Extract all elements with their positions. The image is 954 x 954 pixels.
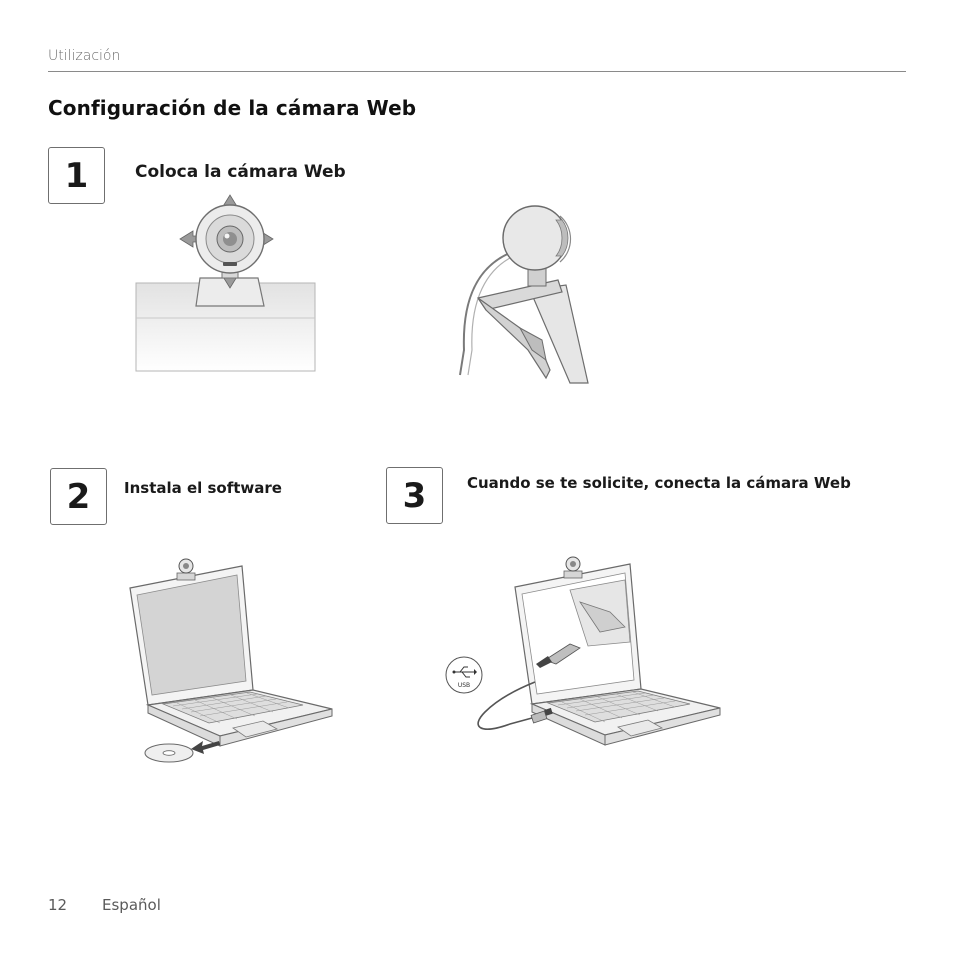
- step-2-text: Instala el software: [124, 479, 282, 497]
- section-label: Utilización: [48, 48, 121, 64]
- page-title: Configuración de la cámara Web: [48, 96, 417, 120]
- webcam-stand-illustration: [450, 200, 610, 390]
- step-1-text: Coloca la cámara Web: [135, 162, 346, 182]
- header-rule: [48, 71, 906, 72]
- step-3-number: 3: [386, 467, 443, 524]
- usb-label: USB: [457, 682, 471, 689]
- page-language: Español: [102, 896, 161, 914]
- step-3-text: Cuando se te solicite, conecta la cámara Web: [467, 474, 851, 492]
- step-1-number: 1: [48, 147, 105, 204]
- step-2-number: 2: [50, 468, 107, 525]
- laptop-usb-illustration: [440, 552, 730, 762]
- webcam-on-monitor-illustration: [130, 190, 330, 375]
- page-number: 12: [48, 896, 68, 914]
- laptop-cd-illustration: [125, 553, 340, 768]
